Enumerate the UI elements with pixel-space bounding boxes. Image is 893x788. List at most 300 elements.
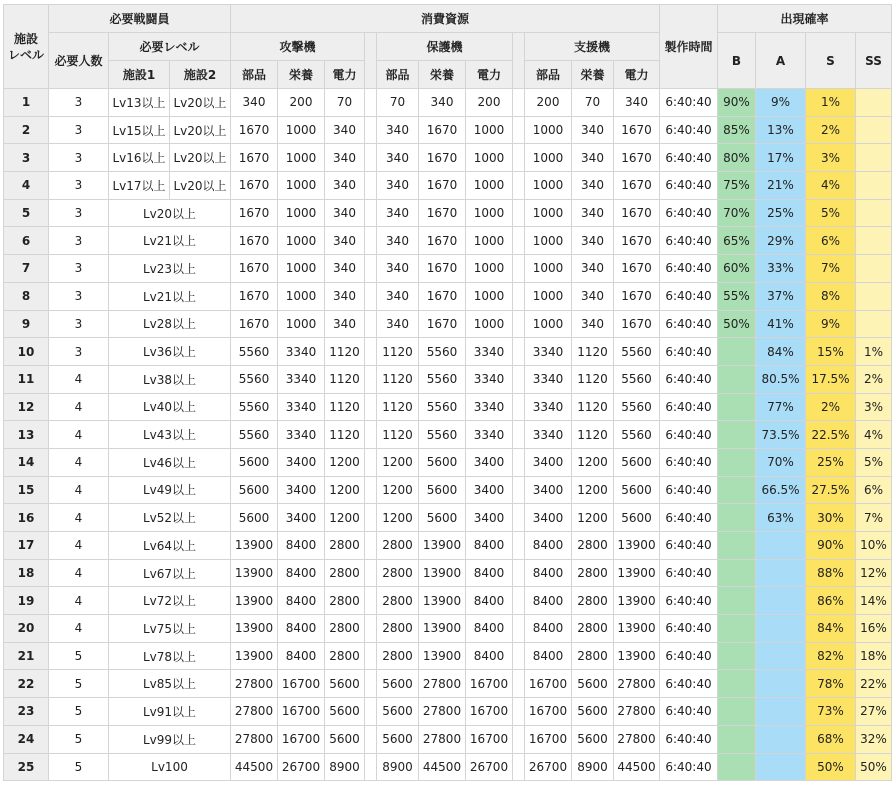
defense-power-cell: 16700 xyxy=(466,698,513,726)
gap-cell xyxy=(513,116,525,144)
gap-cell xyxy=(365,532,377,560)
support-power-cell: 1670 xyxy=(614,199,660,227)
support-nutrition-cell: 340 xyxy=(572,255,614,283)
facility-level-cell: 24 xyxy=(4,725,49,753)
rate-b-cell: 90% xyxy=(718,89,756,117)
defense-power-cell: 1000 xyxy=(466,227,513,255)
required-count-cell: 5 xyxy=(49,698,109,726)
attack-parts-cell: 1670 xyxy=(231,144,278,172)
facility-level-cell: 11 xyxy=(4,365,49,393)
defense-nutrition-cell: 44500 xyxy=(419,753,466,781)
rate-b-cell: 50% xyxy=(718,310,756,338)
table-row xyxy=(4,172,892,200)
craft-time-cell: 6:40:40 xyxy=(660,116,718,144)
support-nutrition-cell: 5600 xyxy=(572,670,614,698)
rate-s-cell: 5% xyxy=(806,199,856,227)
attack-parts-cell: 13900 xyxy=(231,615,278,643)
defense-parts-cell: 1120 xyxy=(377,365,419,393)
support-power-cell: 1670 xyxy=(614,310,660,338)
support-nutrition-cell: 70 xyxy=(572,89,614,117)
defense-power-cell: 1000 xyxy=(466,144,513,172)
required-level-cell: Lv40以上 xyxy=(109,393,231,421)
gap-cell xyxy=(513,282,525,310)
table-row xyxy=(4,282,892,310)
required-level-cell: Lv36以上 xyxy=(109,338,231,366)
defense-power-cell: 1000 xyxy=(466,199,513,227)
defense-nutrition-cell: 13900 xyxy=(419,559,466,587)
defense-nutrition-cell: 1670 xyxy=(419,227,466,255)
attack-parts-cell: 27800 xyxy=(231,698,278,726)
attack-power-cell: 2800 xyxy=(325,559,365,587)
rate-b-cell xyxy=(718,559,756,587)
attack-power-cell: 340 xyxy=(325,172,365,200)
required-level-cell: Lv91以上 xyxy=(109,698,231,726)
header-resources: 消費資源 xyxy=(231,5,660,33)
support-nutrition-cell: 340 xyxy=(572,227,614,255)
table-row xyxy=(4,504,892,532)
rate-a-cell xyxy=(756,670,806,698)
support-nutrition-cell: 340 xyxy=(572,116,614,144)
table-row xyxy=(4,421,892,449)
gap-cell xyxy=(365,504,377,532)
table-row xyxy=(4,476,892,504)
rate-a-cell: 29% xyxy=(756,227,806,255)
attack-parts-cell: 13900 xyxy=(231,587,278,615)
support-parts-cell: 1000 xyxy=(525,282,572,310)
attack-parts-cell: 1670 xyxy=(231,310,278,338)
header-rank-a: A xyxy=(756,33,806,89)
attack-nutrition-cell: 16700 xyxy=(278,670,325,698)
defense-parts-cell: 5600 xyxy=(377,698,419,726)
rate-b-cell xyxy=(718,753,756,781)
support-nutrition-cell: 340 xyxy=(572,282,614,310)
craft-time-cell: 6:40:40 xyxy=(660,753,718,781)
defense-nutrition-cell: 340 xyxy=(419,89,466,117)
attack-parts-cell: 1670 xyxy=(231,227,278,255)
table-row xyxy=(4,365,892,393)
facility-level-cell: 22 xyxy=(4,670,49,698)
facility-level-cell: 25 xyxy=(4,753,49,781)
header-support-parts: 部品 xyxy=(525,61,572,89)
attack-power-cell: 1120 xyxy=(325,365,365,393)
gap-cell xyxy=(513,504,525,532)
attack-power-cell: 340 xyxy=(325,255,365,283)
facility-level-cell: 8 xyxy=(4,282,49,310)
required-count-cell: 4 xyxy=(49,365,109,393)
defense-parts-cell: 340 xyxy=(377,227,419,255)
gap-cell xyxy=(365,227,377,255)
attack-nutrition-cell: 1000 xyxy=(278,227,325,255)
rate-ss-cell xyxy=(856,199,892,227)
facility-level-cell: 2 xyxy=(4,116,49,144)
rate-a-cell xyxy=(756,559,806,587)
defense-power-cell: 200 xyxy=(466,89,513,117)
support-parts-cell: 8400 xyxy=(525,532,572,560)
attack-nutrition-cell: 16700 xyxy=(278,698,325,726)
attack-parts-cell: 44500 xyxy=(231,753,278,781)
defense-power-cell: 3340 xyxy=(466,421,513,449)
rate-s-cell: 2% xyxy=(806,393,856,421)
gap-cell xyxy=(365,559,377,587)
rate-b-cell xyxy=(718,448,756,476)
defense-nutrition-cell: 27800 xyxy=(419,670,466,698)
required-count-cell: 3 xyxy=(49,338,109,366)
header-facility1: 施設1 xyxy=(109,61,170,89)
table-row xyxy=(4,725,892,753)
attack-power-cell: 1120 xyxy=(325,338,365,366)
craft-time-cell: 6:40:40 xyxy=(660,338,718,366)
defense-nutrition-cell: 1670 xyxy=(419,282,466,310)
defense-parts-cell: 2800 xyxy=(377,587,419,615)
attack-nutrition-cell: 8400 xyxy=(278,587,325,615)
rate-b-cell xyxy=(718,504,756,532)
defense-parts-cell: 340 xyxy=(377,172,419,200)
support-power-cell: 5560 xyxy=(614,421,660,449)
support-power-cell: 13900 xyxy=(614,587,660,615)
required-count-cell: 4 xyxy=(49,559,109,587)
attack-parts-cell: 5600 xyxy=(231,504,278,532)
support-power-cell: 27800 xyxy=(614,725,660,753)
craft-time-cell: 6:40:40 xyxy=(660,559,718,587)
facility-level-cell: 14 xyxy=(4,448,49,476)
support-power-cell: 1670 xyxy=(614,116,660,144)
attack-parts-cell: 1670 xyxy=(231,116,278,144)
required-count-cell: 4 xyxy=(49,615,109,643)
attack-parts-cell: 5600 xyxy=(231,448,278,476)
header-gap xyxy=(365,33,377,89)
gap-cell xyxy=(513,559,525,587)
gap-cell xyxy=(365,116,377,144)
support-nutrition-cell: 1120 xyxy=(572,393,614,421)
support-nutrition-cell: 2800 xyxy=(572,532,614,560)
defense-nutrition-cell: 13900 xyxy=(419,532,466,560)
defense-nutrition-cell: 27800 xyxy=(419,725,466,753)
craft-time-cell: 6:40:40 xyxy=(660,698,718,726)
attack-nutrition-cell: 3400 xyxy=(278,504,325,532)
attack-power-cell: 8900 xyxy=(325,753,365,781)
attack-parts-cell: 13900 xyxy=(231,532,278,560)
header-craft-time: 製作時間 xyxy=(660,5,718,89)
facility-level-cell: 19 xyxy=(4,587,49,615)
craft-time-cell: 6:40:40 xyxy=(660,504,718,532)
gap-cell xyxy=(365,670,377,698)
rate-s-cell: 90% xyxy=(806,532,856,560)
rate-a-cell: 80.5% xyxy=(756,365,806,393)
rate-s-cell: 2% xyxy=(806,116,856,144)
table-row xyxy=(4,338,892,366)
attack-power-cell: 5600 xyxy=(325,725,365,753)
attack-nutrition-cell: 1000 xyxy=(278,172,325,200)
gap-cell xyxy=(365,615,377,643)
table-row xyxy=(4,587,892,615)
rate-ss-cell xyxy=(856,310,892,338)
required-count-cell: 4 xyxy=(49,587,109,615)
support-nutrition-cell: 1200 xyxy=(572,504,614,532)
defense-power-cell: 1000 xyxy=(466,172,513,200)
rate-ss-cell: 7% xyxy=(856,504,892,532)
table-row xyxy=(4,698,892,726)
craft-time-cell: 6:40:40 xyxy=(660,448,718,476)
header-attack-power: 電力 xyxy=(325,61,365,89)
rate-s-cell: 15% xyxy=(806,338,856,366)
rate-a-cell: 9% xyxy=(756,89,806,117)
defense-parts-cell: 5600 xyxy=(377,670,419,698)
required-count-cell: 4 xyxy=(49,421,109,449)
defense-parts-cell: 340 xyxy=(377,144,419,172)
attack-nutrition-cell: 8400 xyxy=(278,559,325,587)
required-count-cell: 3 xyxy=(49,144,109,172)
header-attack-nutrition: 栄養 xyxy=(278,61,325,89)
attack-power-cell: 70 xyxy=(325,89,365,117)
attack-nutrition-cell: 1000 xyxy=(278,144,325,172)
support-parts-cell: 1000 xyxy=(525,172,572,200)
defense-parts-cell: 70 xyxy=(377,89,419,117)
gap-cell xyxy=(513,476,525,504)
header-attack: 攻撃機 xyxy=(231,33,365,61)
support-parts-cell: 1000 xyxy=(525,144,572,172)
support-parts-cell: 8400 xyxy=(525,642,572,670)
defense-nutrition-cell: 5600 xyxy=(419,448,466,476)
craft-time-cell: 6:40:40 xyxy=(660,365,718,393)
table-row xyxy=(4,199,892,227)
rate-a-cell: 70% xyxy=(756,448,806,476)
defense-power-cell: 1000 xyxy=(466,310,513,338)
rate-ss-cell: 4% xyxy=(856,421,892,449)
rate-s-cell: 73% xyxy=(806,698,856,726)
attack-parts-cell: 5600 xyxy=(231,476,278,504)
header-attack-parts: 部品 xyxy=(231,61,278,89)
defense-power-cell: 8400 xyxy=(466,532,513,560)
defense-power-cell: 16700 xyxy=(466,670,513,698)
required-count-cell: 3 xyxy=(49,310,109,338)
rate-s-cell: 86% xyxy=(806,587,856,615)
rate-ss-cell: 27% xyxy=(856,698,892,726)
defense-nutrition-cell: 1670 xyxy=(419,199,466,227)
attack-power-cell: 2800 xyxy=(325,615,365,643)
required-count-cell: 3 xyxy=(49,227,109,255)
rate-b-cell xyxy=(718,698,756,726)
support-parts-cell: 16700 xyxy=(525,698,572,726)
defense-nutrition-cell: 5560 xyxy=(419,365,466,393)
gap-cell xyxy=(513,227,525,255)
rate-b-cell: 70% xyxy=(718,199,756,227)
defense-power-cell: 3400 xyxy=(466,504,513,532)
support-power-cell: 5560 xyxy=(614,365,660,393)
header-required-count: 必要人数 xyxy=(49,33,109,89)
rate-b-cell xyxy=(718,421,756,449)
facility1-level-cell: Lv16以上 xyxy=(109,144,170,172)
facility1-level-cell: Lv17以上 xyxy=(109,172,170,200)
support-nutrition-cell: 2800 xyxy=(572,642,614,670)
rate-b-cell xyxy=(718,642,756,670)
required-level-cell: Lv52以上 xyxy=(109,504,231,532)
rate-b-cell xyxy=(718,338,756,366)
attack-power-cell: 340 xyxy=(325,310,365,338)
support-parts-cell: 3400 xyxy=(525,504,572,532)
defense-nutrition-cell: 5600 xyxy=(419,504,466,532)
rate-s-cell: 9% xyxy=(806,310,856,338)
rate-a-cell xyxy=(756,698,806,726)
gap-cell xyxy=(513,255,525,283)
attack-nutrition-cell: 1000 xyxy=(278,116,325,144)
support-power-cell: 27800 xyxy=(614,670,660,698)
rate-a-cell xyxy=(756,753,806,781)
attack-nutrition-cell: 3340 xyxy=(278,365,325,393)
header-appear-rate: 出現確率 xyxy=(718,5,892,33)
table-header xyxy=(4,5,892,89)
rate-b-cell: 60% xyxy=(718,255,756,283)
rate-a-cell: 33% xyxy=(756,255,806,283)
craft-time-cell: 6:40:40 xyxy=(660,172,718,200)
support-nutrition-cell: 5600 xyxy=(572,725,614,753)
rate-ss-cell: 16% xyxy=(856,615,892,643)
header-defense-parts: 部品 xyxy=(377,61,419,89)
attack-nutrition-cell: 1000 xyxy=(278,310,325,338)
attack-parts-cell: 5560 xyxy=(231,365,278,393)
rate-s-cell: 78% xyxy=(806,670,856,698)
facility-level-cell: 21 xyxy=(4,642,49,670)
support-nutrition-cell: 1120 xyxy=(572,338,614,366)
craft-time-cell: 6:40:40 xyxy=(660,227,718,255)
required-level-cell: Lv23以上 xyxy=(109,255,231,283)
support-power-cell: 27800 xyxy=(614,698,660,726)
table-row xyxy=(4,393,892,421)
header-defense-power: 電力 xyxy=(466,61,513,89)
table-row xyxy=(4,448,892,476)
support-parts-cell: 1000 xyxy=(525,199,572,227)
required-level-cell: Lv38以上 xyxy=(109,365,231,393)
craft-time-cell: 6:40:40 xyxy=(660,615,718,643)
rate-s-cell: 3% xyxy=(806,144,856,172)
attack-nutrition-cell: 26700 xyxy=(278,753,325,781)
attack-nutrition-cell: 8400 xyxy=(278,532,325,560)
defense-nutrition-cell: 5560 xyxy=(419,421,466,449)
rate-s-cell: 25% xyxy=(806,448,856,476)
gap-cell xyxy=(513,448,525,476)
attack-parts-cell: 5560 xyxy=(231,393,278,421)
rate-a-cell: 84% xyxy=(756,338,806,366)
defense-power-cell: 3400 xyxy=(466,448,513,476)
rate-a-cell: 41% xyxy=(756,310,806,338)
attack-nutrition-cell: 1000 xyxy=(278,282,325,310)
attack-power-cell: 5600 xyxy=(325,698,365,726)
header-rank-b: B xyxy=(718,33,756,89)
required-level-cell: Lv64以上 xyxy=(109,532,231,560)
rate-ss-cell: 12% xyxy=(856,559,892,587)
gap-cell xyxy=(365,448,377,476)
support-power-cell: 5600 xyxy=(614,504,660,532)
craft-time-cell: 6:40:40 xyxy=(660,310,718,338)
rate-b-cell xyxy=(718,532,756,560)
required-level-cell: Lv75以上 xyxy=(109,615,231,643)
facility-level-cell: 4 xyxy=(4,172,49,200)
required-level-cell: Lv28以上 xyxy=(109,310,231,338)
craft-time-cell: 6:40:40 xyxy=(660,255,718,283)
rate-s-cell: 7% xyxy=(806,255,856,283)
support-power-cell: 5560 xyxy=(614,338,660,366)
rate-ss-cell: 22% xyxy=(856,670,892,698)
support-nutrition-cell: 1120 xyxy=(572,421,614,449)
support-power-cell: 44500 xyxy=(614,753,660,781)
rate-b-cell xyxy=(718,670,756,698)
gap-cell xyxy=(513,172,525,200)
table-row xyxy=(4,670,892,698)
defense-nutrition-cell: 13900 xyxy=(419,642,466,670)
rate-ss-cell: 1% xyxy=(856,338,892,366)
rate-ss-cell: 32% xyxy=(856,725,892,753)
rate-ss-cell xyxy=(856,172,892,200)
defense-power-cell: 8400 xyxy=(466,559,513,587)
header-rank-ss: SS xyxy=(856,33,892,89)
craft-time-cell: 6:40:40 xyxy=(660,670,718,698)
defense-nutrition-cell: 1670 xyxy=(419,144,466,172)
attack-parts-cell: 1670 xyxy=(231,282,278,310)
attack-nutrition-cell: 200 xyxy=(278,89,325,117)
rate-b-cell: 80% xyxy=(718,144,756,172)
gap-cell xyxy=(365,365,377,393)
gap-cell xyxy=(513,587,525,615)
facility2-level-cell: Lv20以上 xyxy=(170,89,231,117)
attack-nutrition-cell: 3340 xyxy=(278,338,325,366)
defense-nutrition-cell: 27800 xyxy=(419,698,466,726)
header-defense: 保護機 xyxy=(377,33,513,61)
support-parts-cell: 1000 xyxy=(525,227,572,255)
gap-cell xyxy=(513,199,525,227)
defense-nutrition-cell: 13900 xyxy=(419,587,466,615)
defense-nutrition-cell: 5560 xyxy=(419,393,466,421)
craft-time-cell: 6:40:40 xyxy=(660,282,718,310)
gap-cell xyxy=(513,670,525,698)
attack-power-cell: 1200 xyxy=(325,504,365,532)
support-nutrition-cell: 2800 xyxy=(572,559,614,587)
attack-power-cell: 5600 xyxy=(325,670,365,698)
required-count-cell: 3 xyxy=(49,116,109,144)
support-power-cell: 5600 xyxy=(614,476,660,504)
rate-s-cell: 27.5% xyxy=(806,476,856,504)
rate-s-cell: 84% xyxy=(806,615,856,643)
rate-ss-cell xyxy=(856,255,892,283)
support-power-cell: 1670 xyxy=(614,144,660,172)
support-parts-cell: 8400 xyxy=(525,587,572,615)
support-parts-cell: 8400 xyxy=(525,559,572,587)
support-nutrition-cell: 5600 xyxy=(572,698,614,726)
table-row xyxy=(4,532,892,560)
header-required-level: 必要レベル xyxy=(109,33,231,61)
attack-parts-cell: 1670 xyxy=(231,199,278,227)
gap-cell xyxy=(365,753,377,781)
required-count-cell: 5 xyxy=(49,753,109,781)
rate-b-cell xyxy=(718,587,756,615)
attack-nutrition-cell: 3340 xyxy=(278,421,325,449)
defense-nutrition-cell: 1670 xyxy=(419,116,466,144)
attack-power-cell: 1200 xyxy=(325,448,365,476)
required-count-cell: 5 xyxy=(49,642,109,670)
support-power-cell: 13900 xyxy=(614,559,660,587)
gap-cell xyxy=(513,365,525,393)
craft-time-cell: 6:40:40 xyxy=(660,587,718,615)
support-power-cell: 13900 xyxy=(614,532,660,560)
support-nutrition-cell: 2800 xyxy=(572,615,614,643)
facility-level-cell: 3 xyxy=(4,144,49,172)
rate-ss-cell xyxy=(856,116,892,144)
attack-parts-cell: 5560 xyxy=(231,421,278,449)
defense-power-cell: 26700 xyxy=(466,753,513,781)
facility-level-cell: 18 xyxy=(4,559,49,587)
rate-a-cell: 66.5% xyxy=(756,476,806,504)
rate-ss-cell: 50% xyxy=(856,753,892,781)
required-count-cell: 5 xyxy=(49,725,109,753)
rate-b-cell xyxy=(718,393,756,421)
